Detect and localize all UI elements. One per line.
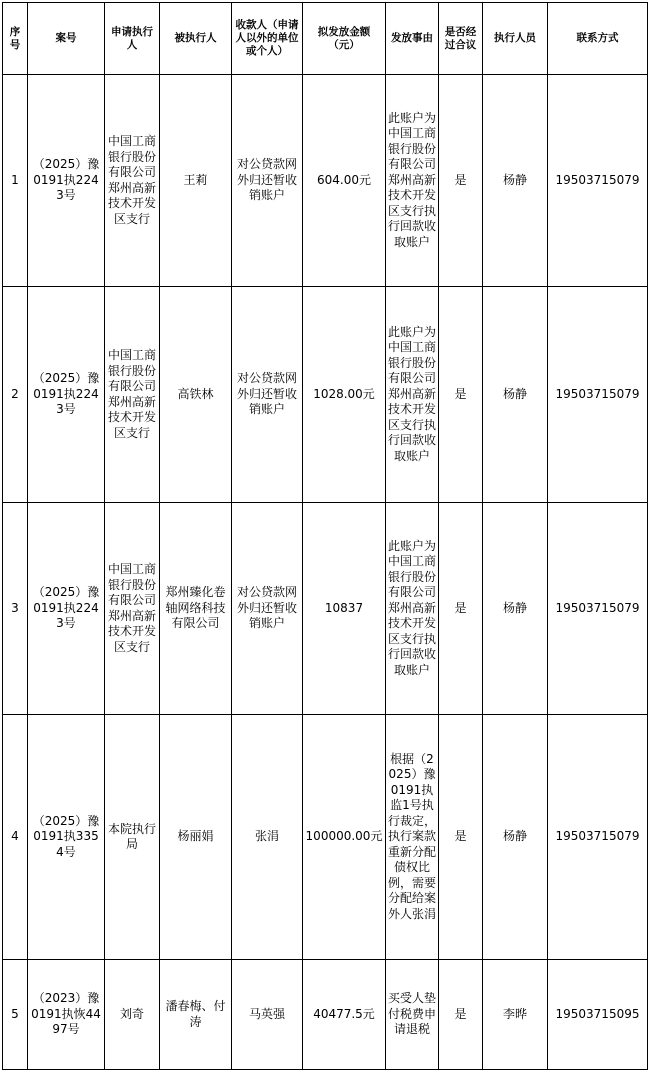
officer: 李晔 — [483, 960, 548, 1070]
collegial-flag: 是 — [439, 287, 483, 503]
header-cell-case: 案号 — [28, 3, 105, 75]
case-number: （2025）豫0191执2243号 — [28, 503, 105, 715]
phone: 19503715079 — [548, 715, 648, 960]
header-cell-payee: 收款人（申请人以外的单位或个人） — [232, 3, 303, 75]
respondent: 王莉 — [160, 75, 232, 287]
officer: 杨静 — [483, 75, 548, 287]
phone: 19503715079 — [548, 75, 648, 287]
header-row — [3, 3, 648, 75]
amount: 10837 — [303, 503, 386, 715]
reason: 此账户为中国工商银行股份有限公司郑州高新技术开发区支行执行回款收取账户 — [386, 503, 439, 715]
case-number: （2025）豫0191执2243号 — [28, 75, 105, 287]
case-number: （2025）豫0191执2243号 — [28, 287, 105, 503]
respondent: 潘春梅、付涛 — [160, 960, 232, 1070]
table-row — [3, 503, 648, 715]
table-row — [3, 287, 648, 503]
phone: 19503715079 — [548, 287, 648, 503]
reason: 此账户为中国工商银行股份有限公司郑州高新技术开发区支行执行回款收取账户 — [386, 75, 439, 287]
header-cell-reason: 发放事由 — [386, 3, 439, 75]
table-row — [3, 715, 648, 960]
collegial-flag: 是 — [439, 75, 483, 287]
row-number: 2 — [3, 287, 28, 503]
reason: 买受人垫付税费申请退税 — [386, 960, 439, 1070]
header-cell-amount: 拟发放金额（元） — [303, 3, 386, 75]
header-cell-applicant: 申请执行人 — [105, 3, 160, 75]
header-cell-officer: 执行人员 — [483, 3, 548, 75]
applicant: 本院执行局 — [105, 715, 160, 960]
amount: 1028.00元 — [303, 287, 386, 503]
header-cell-no: 序号 — [3, 3, 28, 75]
phone: 19503715079 — [548, 503, 648, 715]
officer: 杨静 — [483, 715, 548, 960]
applicant: 中国工商银行股份有限公司郑州高新技术开发区支行 — [105, 75, 160, 287]
payee: 对公贷款网外归还暂收销账户 — [232, 75, 303, 287]
payee: 对公贷款网外归还暂收销账户 — [232, 503, 303, 715]
case-number: （2023）豫0191执恢4497号 — [28, 960, 105, 1070]
applicant: 刘奇 — [105, 960, 160, 1070]
row-number: 3 — [3, 503, 28, 715]
officer: 杨静 — [483, 287, 548, 503]
case-number: （2025）豫0191执3354号 — [28, 715, 105, 960]
collegial-flag: 是 — [439, 503, 483, 715]
respondent: 高铁林 — [160, 287, 232, 503]
officer: 杨静 — [483, 503, 548, 715]
collegial-flag: 是 — [439, 715, 483, 960]
row-number: 1 — [3, 75, 28, 287]
header-cell-respondent: 被执行人 — [160, 3, 232, 75]
respondent: 杨丽娟 — [160, 715, 232, 960]
amount: 604.00元 — [303, 75, 386, 287]
applicant: 中国工商银行股份有限公司郑州高新技术开发区支行 — [105, 503, 160, 715]
reason: 根据（2025）豫0191执监1号执行裁定，执行案款重新分配债权比例，需要分配给案外人张涓 — [386, 715, 439, 960]
row-number: 4 — [3, 715, 28, 960]
header-cell-phone: 联系方式 — [548, 3, 648, 75]
collegial-flag: 是 — [439, 960, 483, 1070]
reason: 此账户为中国工商银行股份有限公司郑州高新技术开发区支行执行回款收取账户 — [386, 287, 439, 503]
row-number: 5 — [3, 960, 28, 1070]
table-row — [3, 960, 648, 1070]
applicant: 中国工商银行股份有限公司郑州高新技术开发区支行 — [105, 287, 160, 503]
payee: 对公贷款网外归还暂收销账户 — [232, 287, 303, 503]
header-cell-collegial: 是否经过合议 — [439, 3, 483, 75]
payee: 张涓 — [232, 715, 303, 960]
phone: 19503715095 — [548, 960, 648, 1070]
payee: 马英强 — [232, 960, 303, 1070]
amount: 100000.00元 — [303, 715, 386, 960]
amount: 40477.5元 — [303, 960, 386, 1070]
table-row — [3, 75, 648, 287]
respondent: 郑州臻化卷轴网络科技有限公司 — [160, 503, 232, 715]
disbursement-table — [2, 2, 648, 1070]
